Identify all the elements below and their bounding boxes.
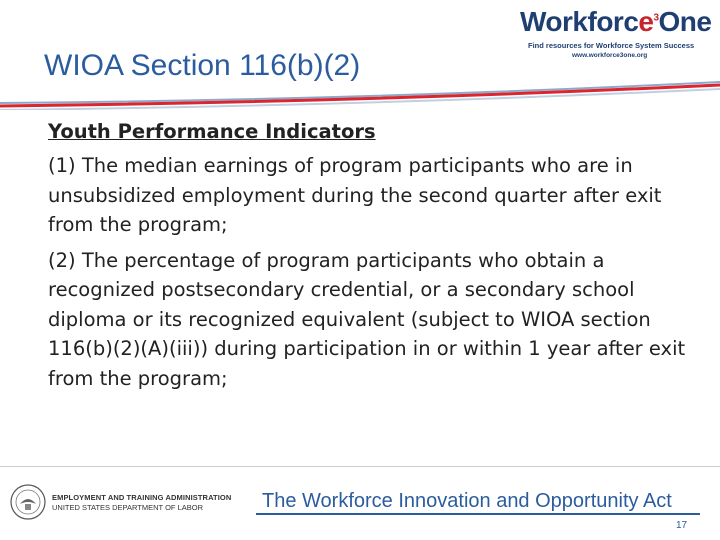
indicator-paragraph-1: (1) The median earnings of program participants who are in unsubsidized employment during the second quarter after exit from the program; xyxy=(48,154,662,236)
footer-divider xyxy=(0,466,720,467)
section-heading: Youth Performance Indicators xyxy=(48,120,376,143)
agency-line-2: UNITED STATES DEPARTMENT OF LABOR xyxy=(52,503,203,512)
indicator-paragraph-2: (2) The percentage of program participants who obtain a recognized postsecondary credential, or a secondary school diploma or its recognized equivalent (subject to WIOA section 116(b)(2)(A)(iii)) during participation in or within 1 year after exit from the program; xyxy=(48,248,686,390)
slide-content xyxy=(48,120,688,399)
dol-agency-text xyxy=(52,493,231,512)
logo-url: www.workforce3one.org xyxy=(572,52,648,59)
workforce3one-logo xyxy=(520,4,715,64)
act-title-underline xyxy=(256,513,700,515)
dol-seal-icon xyxy=(10,484,46,520)
page-number: 17 xyxy=(676,520,688,531)
logo-wordmark: Workforce$^3$One xyxy=(520,6,712,37)
slide-title: WIOA Section 116(b)(2) xyxy=(44,49,361,82)
header-swoosh-decoration xyxy=(0,70,720,110)
act-title: The Workforce Innovation and Opportunity Act xyxy=(262,490,672,512)
agency-line-1: EMPLOYMENT AND TRAINING ADMINISTRATION xyxy=(52,493,232,502)
logo-tagline: Find resources for Workforce System Success xyxy=(528,41,695,50)
